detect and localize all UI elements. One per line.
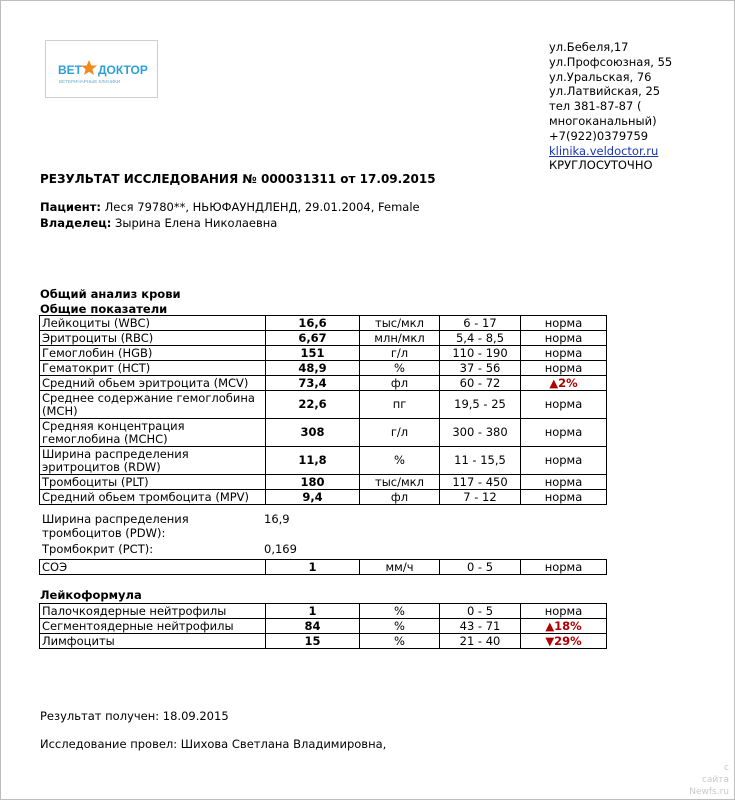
phone-line: многоканальный) — [549, 113, 657, 128]
table-row — [40, 331, 607, 346]
watermark-line: Newfs.ru — [689, 787, 729, 797]
subsection-title: Общие показатели — [40, 302, 168, 316]
test-value: 15 — [266, 634, 360, 649]
test-name: Среднее содержание гемоглобина (MCH) — [40, 391, 266, 419]
owner-label: Владелец: — [40, 216, 112, 230]
test-value: 1 — [266, 560, 360, 575]
test-unit: % — [360, 447, 440, 475]
patient-value: Леся 79780**, НЬЮФАУНДЛЕНД, 29.01.2004, Female — [104, 200, 420, 214]
test-reference: 0 - 5 — [440, 560, 521, 575]
logo-graphic — [46, 41, 159, 99]
test-result: норма — [521, 346, 607, 361]
test-unit: фл — [360, 490, 440, 505]
test-reference: 110 - 190 — [440, 346, 521, 361]
test-reference: 5,4 - 8,5 — [440, 331, 521, 346]
test-unit: пг — [360, 391, 440, 419]
table-row — [40, 447, 607, 475]
mobile-phone: +7(922)0379759 — [549, 128, 649, 143]
test-reference: 300 - 380 — [440, 419, 521, 447]
report-title: РЕЗУЛЬТАТ ИССЛЕДОВАНИЯ № 000031311 от 17.09.2015 — [40, 172, 436, 186]
table-row — [40, 490, 607, 505]
test-name: Сегментоядерные нейтрофилы — [40, 619, 266, 634]
pct-label: Тромбокрит (PCT): — [42, 542, 154, 556]
test-reference: 19,5 - 25 — [440, 391, 521, 419]
table-row — [40, 634, 607, 649]
performed-by: Исследование провел: Шихова Светлана Владимировна, — [40, 737, 387, 751]
test-reference: 6 - 17 — [440, 316, 521, 331]
esr-table — [39, 559, 607, 575]
test-result: норма — [521, 316, 607, 331]
test-name: Средний обьем эритроцита (MCV) — [40, 376, 266, 391]
test-value: 6,67 — [266, 331, 360, 346]
test-result: норма — [521, 361, 607, 376]
test-value: 22,6 — [266, 391, 360, 419]
test-result: норма — [521, 419, 607, 447]
owner-info — [40, 216, 277, 230]
watermark-line: с — [724, 763, 729, 773]
table-row — [40, 316, 607, 331]
test-result-below-norm: ▼29% — [521, 634, 607, 649]
table-row — [40, 346, 607, 361]
owner-value: Зырина Елена Николаевна — [115, 216, 278, 230]
test-unit: % — [360, 619, 440, 634]
test-name: Гемоглобин (HGB) — [40, 346, 266, 361]
test-name: Эритроциты (RBC) — [40, 331, 266, 346]
patient-info — [40, 200, 420, 214]
table-row — [40, 619, 607, 634]
table-row — [40, 475, 607, 490]
test-result: норма — [521, 447, 607, 475]
test-name: Тромбоциты (PLT) — [40, 475, 266, 490]
pct-value: 0,169 — [264, 542, 297, 556]
test-value: 16,6 — [266, 316, 360, 331]
test-name: Средний обьем тромбоцита (MPV) — [40, 490, 266, 505]
test-unit: г/л — [360, 346, 440, 361]
test-value: 9,4 — [266, 490, 360, 505]
star-icon — [81, 60, 97, 75]
test-value: 1 — [266, 604, 360, 619]
test-result-above-norm: ▲2% — [521, 376, 607, 391]
logo-tagline: ВЕТЕРИНАРНЫЕ КЛИНИКИ — [59, 79, 121, 84]
svg-text:ДОКТОР: ДОКТОР — [98, 63, 148, 77]
test-name: Средняя концентрация гемоглобина (MCHC) — [40, 419, 266, 447]
section-title: Общий анализ крови — [40, 287, 181, 301]
test-unit: тыс/мкл — [360, 475, 440, 490]
logo-brand-text: ВЕТ — [58, 63, 82, 77]
test-value: 151 — [266, 346, 360, 361]
test-value: 11,8 — [266, 447, 360, 475]
test-result: норма — [521, 604, 607, 619]
table-row — [40, 419, 607, 447]
result-received-date: Результат получен: 18.09.2015 — [40, 709, 229, 723]
test-name: Гематокрит (HCT) — [40, 361, 266, 376]
pdw-label: Ширина распределения тромбоцитов (PDW): — [42, 512, 189, 540]
test-unit: % — [360, 604, 440, 619]
test-reference: 0 - 5 — [440, 604, 521, 619]
watermark-line: сайта — [701, 775, 729, 785]
address-line: ул.Профсоюзная, 55 — [549, 54, 673, 69]
test-name: Палочкоядерные нейтрофилы — [40, 604, 266, 619]
test-reference: 60 - 72 — [440, 376, 521, 391]
table-row — [40, 391, 607, 419]
table-row — [40, 376, 607, 391]
test-value: 84 — [266, 619, 360, 634]
leukoformula-title: Лейкоформула — [40, 588, 142, 602]
test-unit: фл — [360, 376, 440, 391]
test-result: норма — [521, 475, 607, 490]
test-unit: мм/ч — [360, 560, 440, 575]
test-result: норма — [521, 560, 607, 575]
test-name: Лейкоциты (WBC) — [40, 316, 266, 331]
test-unit: г/л — [360, 419, 440, 447]
test-name: Лимфоциты — [40, 634, 266, 649]
test-value: 180 — [266, 475, 360, 490]
test-reference: 21 - 40 — [440, 634, 521, 649]
table-row — [40, 560, 607, 575]
phone-line: тел 381-87-87 ( — [549, 99, 642, 114]
test-value: 308 — [266, 419, 360, 447]
test-result-above-norm: ▲18% — [521, 619, 607, 634]
test-result: норма — [521, 490, 607, 505]
address-line: ул.Бебеля,17 — [549, 40, 629, 54]
pdw-value: 16,9 — [264, 512, 290, 526]
test-result: норма — [521, 391, 607, 419]
table-row — [40, 361, 607, 376]
website-link[interactable]: klinika.veldoctor.ru — [549, 143, 659, 158]
clinic-logo — [45, 40, 158, 98]
test-unit: тыс/мкл — [360, 316, 440, 331]
address-line: ул.Уральская, 76 — [549, 69, 652, 84]
table-row — [40, 604, 607, 619]
leukoformula-table — [39, 603, 607, 649]
test-result: норма — [521, 331, 607, 346]
patient-label: Пациент: — [40, 200, 101, 214]
test-reference: 43 - 71 — [440, 619, 521, 634]
test-name: СОЭ — [40, 560, 266, 575]
watermark — [689, 762, 729, 798]
general-results-table — [39, 315, 607, 505]
test-reference: 117 - 450 — [440, 475, 521, 490]
test-unit: млн/мкл — [360, 331, 440, 346]
address-line: ул.Латвийская, 25 — [549, 84, 661, 99]
test-value: 48,9 — [266, 361, 360, 376]
test-reference: 11 - 15,5 — [440, 447, 521, 475]
test-unit: % — [360, 361, 440, 376]
test-unit: % — [360, 634, 440, 649]
test-reference: 7 - 12 — [440, 490, 521, 505]
clinic-contacts — [549, 40, 672, 173]
test-name: Ширина распределения эритроцитов (RDW) — [40, 447, 266, 475]
test-value: 73,4 — [266, 376, 360, 391]
hours-label: КРУГЛОСУТОЧНО — [549, 158, 653, 173]
test-reference: 37 - 56 — [440, 361, 521, 376]
